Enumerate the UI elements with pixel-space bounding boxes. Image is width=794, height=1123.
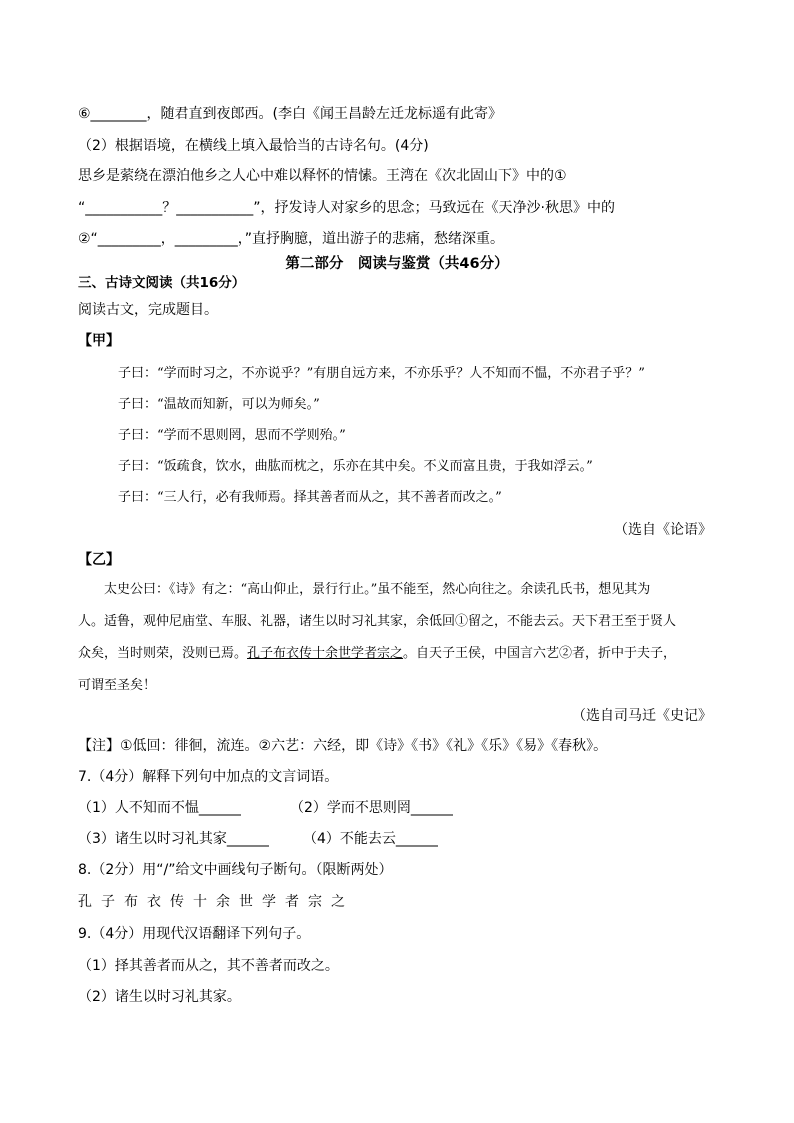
yi-line-4: 可谓至圣矣！ — [78, 678, 157, 693]
q8-text: 孔子布衣传十余世学者宗之 — [78, 894, 354, 910]
yi-label: 【乙】 — [78, 552, 120, 568]
section3-title: 三、古诗文阅读（共16分） — [78, 275, 246, 291]
yi-line-3-start: 众矣，当时则荣，没则已焉。 — [78, 646, 248, 661]
q7-item-1: （1）人不知而不愠______ — [78, 800, 241, 816]
jia-line-4: 子曰：“饭疏食，饮水，曲肱而枕之，乐亦在其中矣。不义而富且贵，于我如浮云。” — [118, 459, 593, 474]
part2-title: 第二部分 阅读与鉴赏（共46分） — [285, 256, 509, 272]
q9-item-1: （1）择其善者而从之，其不善者而改之。 — [78, 958, 339, 974]
instruction: 阅读古文，完成题目。 — [78, 302, 218, 318]
q7-item-4: （4）不能去云______ — [303, 831, 438, 847]
yi-line-3-end: 。自天子王侯，中国言六艺②者，折中于夫子， — [403, 646, 677, 661]
q9-item-2: （2）诸生以时习礼其家。 — [78, 989, 241, 1005]
question8: 8.（2分）用“/”给文中画线句子断句。（限断两处） — [78, 862, 393, 878]
question7: 7.（4分）解释下列句中加点的文言词语。 — [78, 769, 339, 785]
jia-line-5: 子曰：“三人行，必有我师焉。择其善者而从之，其不善者而改之。” — [118, 490, 502, 505]
q7-item-3: （3）诸生以时习礼其家______ — [78, 831, 269, 847]
q7-item-2: （2）学而不思则罔______ — [290, 800, 453, 816]
question9: 9.（4分）用现代汉语翻译下列句子。 — [78, 926, 311, 942]
line-fill6: ⑥________，随君直到夜郎西。(李白《闻王昌龄左迁龙标遥有此寄》 — [78, 106, 503, 122]
yi-line-1: 太史公曰：《诗》有之：“高山仰止，景行行止。”虽不能至，然心向往之。余读孔氏书，想见其为 — [104, 582, 651, 597]
line-blank1: “___________？___________”，抒发诗人对家乡的思念；马致远在《天净沙·秋思》中的 — [78, 200, 615, 216]
jia-line-3: 子曰：“学而不思则罔，思而不学则殆。” — [118, 428, 346, 443]
note: 【注】①低回：徘徊，流连。②六艺：六经，即《诗》《书》《礼》《乐》《易》《春秋》。 — [78, 738, 608, 754]
line-blank2: ②“_________，_________，”直抒胸臆，道出游子的悲痛，愁绪深重。 — [78, 231, 505, 247]
line-question2: （2）根据语境，在横线上填入最恰当的古诗名句。(4分) — [78, 138, 429, 154]
line-context: 思乡是萦绕在漂泊他乡之人心中难以释怀的情愫。王湾在《次北固山下》中的① — [78, 168, 567, 184]
yi-line-3 — [78, 644, 676, 664]
yi-line-2: 人。适鲁，观仲尼庙堂、车服、礼器，诸生以时习礼其家，余低回①留之，不能去云。天下君王至于贤人 — [78, 614, 677, 629]
jia-source: （选自《论语》 — [614, 522, 712, 538]
jia-label: 【甲】 — [78, 333, 120, 349]
jia-line-1: 子曰：“学而时习之，不亦说乎？”有朋自远方来，不亦乐乎？人不知而不愠，不亦君子乎？” — [118, 366, 645, 381]
underlined-sentence: 孔子布衣传十余世学者宗之 — [247, 646, 404, 661]
jia-line-2: 子曰：“温故而知新，可以为师矣。” — [118, 397, 320, 412]
yi-source: （选自司马迁《史记》 — [572, 708, 712, 724]
